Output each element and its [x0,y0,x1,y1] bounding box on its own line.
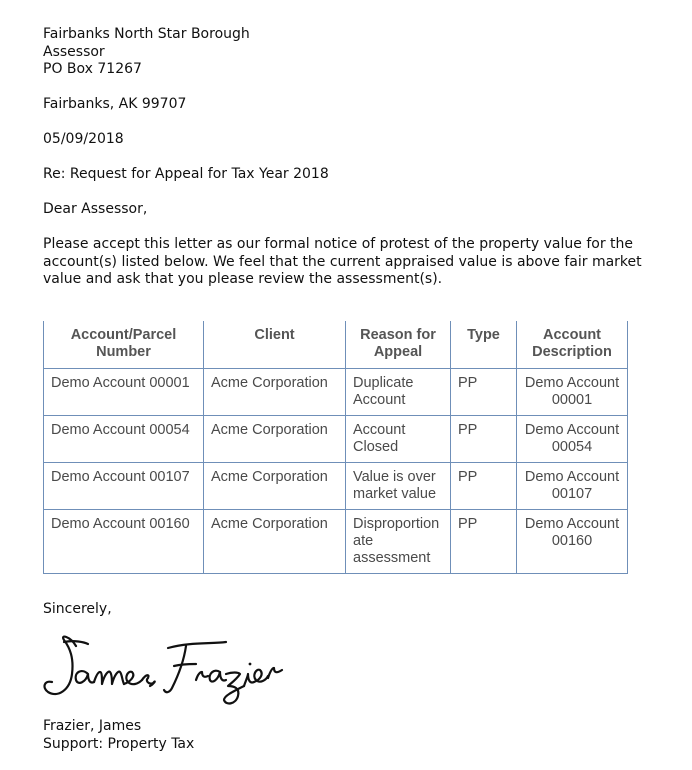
column-header: Account/Parcel Number [44,321,204,369]
letter-date: 05/09/2018 [43,131,124,147]
type-cell: PP [451,416,517,463]
description-cell: Demo Account 00107 [517,463,628,510]
type-cell: PP [451,510,517,574]
description-cell: Demo Account 00054 [517,416,628,463]
description-cell: Demo Account 00160 [517,510,628,574]
description-cell: Demo Account 00001 [517,369,628,416]
signer-title: Support: Property Tax [43,735,195,752]
letter-header [43,26,643,289]
account-number-cell: Demo Account 00001 [44,369,204,416]
client-cell: Acme Corporation [204,369,346,416]
type-cell: PP [451,463,517,510]
signer-block [43,718,194,753]
client-cell: Acme Corporation [204,416,346,463]
letter-body: Please accept this letter as our formal notice of protest of the property value for the account(s) listed below. We feel that the current appraised value is above fair market value and ask that you please review the assessment(s). [43,236,642,287]
table-row [44,416,628,463]
column-header: Account Description [517,321,628,369]
column-header: Client [204,321,346,369]
account-number-cell: Demo Account 00160 [44,510,204,574]
account-number-cell: Demo Account 00107 [44,463,204,510]
sender-box: PO Box 71267 [43,61,142,77]
client-cell: Acme Corporation [204,463,346,510]
sender-org: Fairbanks North Star Borough [43,26,250,42]
reason-cell: Value is over market value [346,463,451,510]
accounts-table-wrap [43,321,627,574]
client-cell: Acme Corporation [204,510,346,574]
accounts-table [43,321,628,574]
reason-cell: Duplicate Account [346,369,451,416]
salutation: Dear Assessor, [43,201,148,217]
column-header: Type [451,321,517,369]
reason-cell: Account Closed [346,416,451,463]
type-cell: PP [451,369,517,416]
table-row [44,510,628,574]
table-row [44,463,628,510]
letter-subject: Re: Request for Appeal for Tax Year 2018 [43,166,329,182]
signer-name: Frazier, James [43,718,142,734]
handwritten-signature [40,628,285,708]
sender-dept: Assessor [43,43,105,60]
reason-cell: Disproportion ate assessment [346,510,451,574]
table-header-row [44,321,628,369]
column-header: Reason for Appeal [346,321,451,369]
sender-city: Fairbanks, AK 99707 [43,96,187,112]
account-number-cell: Demo Account 00054 [44,416,204,463]
closing: Sincerely, [43,601,112,617]
table-row [44,369,628,416]
